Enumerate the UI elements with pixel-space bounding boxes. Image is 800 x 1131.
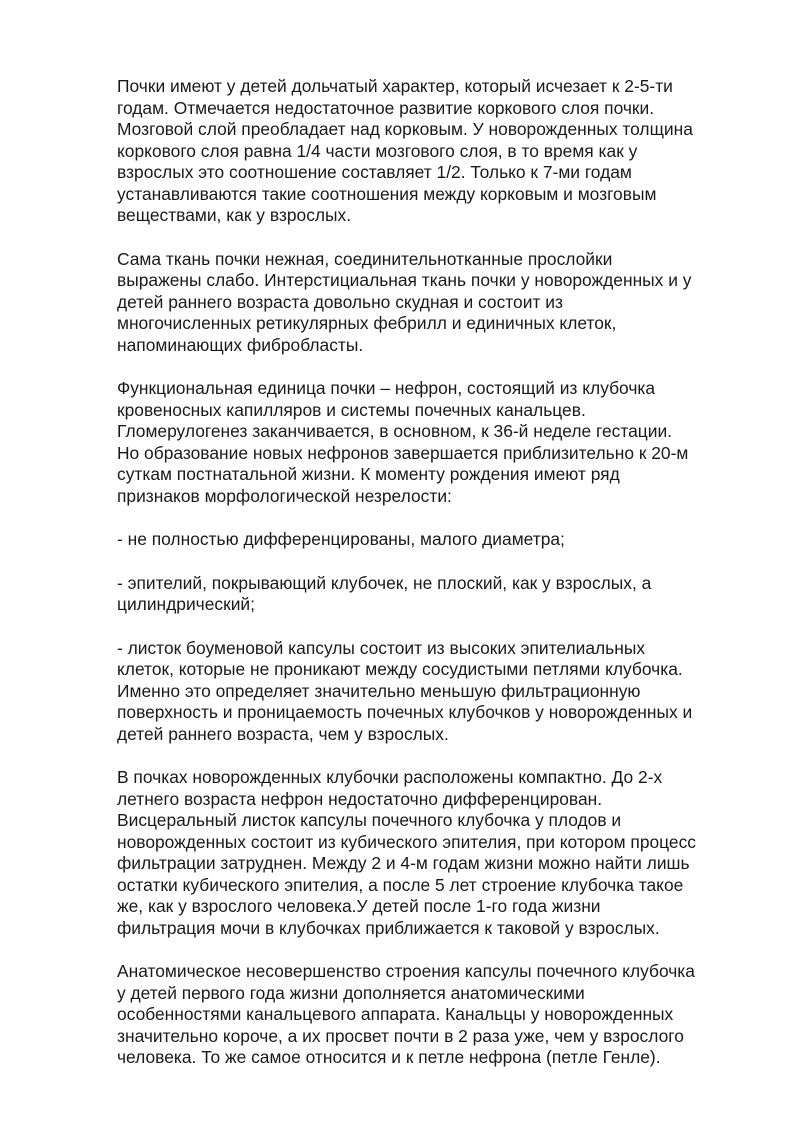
paragraph-lobular-structure: Почки имеют у детей дольчатый характер, который исчезает к 2-5-ти годам. Отмечается недостаточное развитие коркового слоя почки. Мозговой слой преобладает над корковым. У новорожденных толщина коркового слоя равна 1/4 части мозгового слоя, в то время как у взрослых это соотношение составляет 1/2. Только к 7-ми годам устанавливаются такие соотношения между корковым и мозговым веществами, как у взрослых. (117, 76, 693, 225)
document-body (117, 76, 747, 1091)
paragraph-tubules: Анатомическое несовершенство строения капсулы почечного клубочка у детей первого года жизни дополняется анатомическими особенностями канальцевого аппарата. Канальцы у новорожденных значительно короче, а их просвет почти в 2 раза уже, чем у взрослого человека. То же самое относится и к петле нефрона (петле Генле). (117, 961, 695, 1067)
list-item-epithelium: - эпителий, покрывающий клубочек, не плоский, как у взрослых, а цилиндрический; (117, 572, 652, 614)
list-item-diameter: - не полностью дифференцированы, малого диаметра; (117, 529, 565, 549)
list-item-bowman-capsule: - листок боуменовой капсулы состоит из высоких эпителиальных клеток, которые не проникают между сосудистыми петлями клубочка. Именно это определяет значительно меньшую фильтрационную поверхность и проницаемость почечных клубочков у новорожденных и детей раннего возраста, чем у взрослых. (117, 637, 693, 744)
paragraph-tissue: Сама ткань почки нежная, соединительнотканные прослойки выражены слабо. Интерстициальная ткань почки у новорожденных и у детей раннего возраста довольно скудная и состоит из многочисленных ретикулярных фебрилл и единичных клеток, напоминающих фибробласты. (117, 248, 692, 355)
paragraph-nephron: Функциональная единица почки – нефрон, состоящий из клубочка кровеносных капилляров и системы почечных канальцев. Гломерулогенез заканчивается, в основном, к 36-й неделе гестации. Но образование новых нефронов завершается приблизительно к 20-м суткам постнатальной жизни. К моменту рождения имеют ряд признаков морфологической незрелости: (117, 378, 689, 506)
paragraph-glomeruli: В почках новорожденных клубочки расположены компактно. До 2-х летнего возраста нефрон недостаточно дифференцирован. Висцеральный листок капсулы почечного клубочка у плодов и новорожденных состоит из кубического эпителия, при котором процесс фильтрации затруднен. Между 2 и 4-м годам жизни можно найти лишь остатки кубического эпителия, а после 5 лет строение клубочка такое же, как у взрослого человека.У детей после 1-го года жизни фильтрация мочи в клубочках приближается к таковой у взрослых. (117, 767, 696, 938)
